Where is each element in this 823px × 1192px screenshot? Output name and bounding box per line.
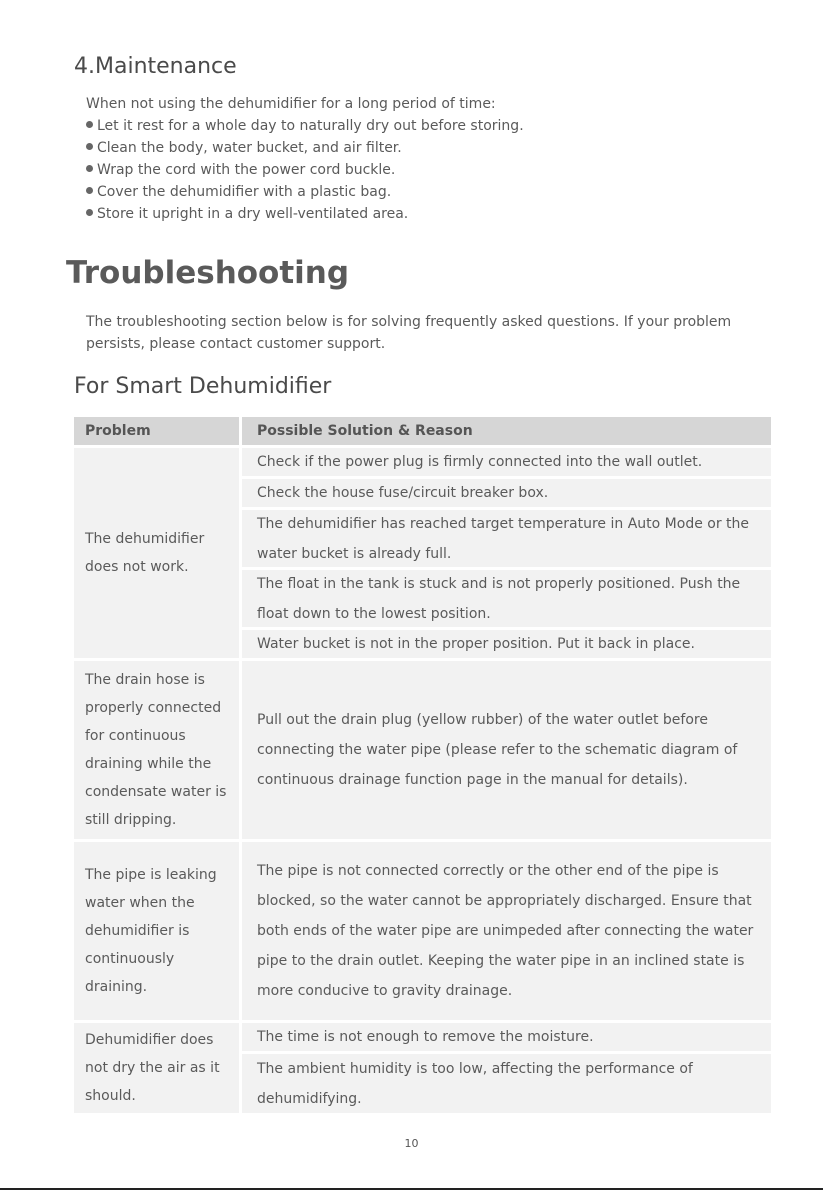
column-header-problem: Problem (74, 417, 239, 445)
column-header-solution: Possible Solution & Reason (242, 417, 771, 445)
solution-cell: Check the house fuse/circuit breaker box. (242, 479, 771, 507)
solution-cell: Check if the power plug is firmly connected into the wall outlet. (242, 448, 771, 476)
bottom-divider (0, 1188, 823, 1190)
problem-cell: The pipe is leaking water when the dehumidifier is continuously draining. (74, 842, 239, 1020)
list-item: Cover the dehumidifier with a plastic bag. (86, 181, 524, 203)
troubleshooting-heading: Troubleshooting (66, 255, 350, 291)
bullet-icon (86, 143, 93, 150)
smart-dehumidifier-heading: For Smart Dehumidifier (74, 374, 332, 399)
list-item: Let it rest for a whole day to naturally dry out before storing. (86, 115, 524, 137)
list-item: Wrap the cord with the power cord buckle. (86, 159, 524, 181)
solution-cell: Pull out the drain plug (yellow rubber) of the water outlet before connecting the water pipe (please refer to the schematic diagram of continuous drainage function page in the manual for details). (242, 661, 771, 839)
problem-cell: The drain hose is properly connected for continuous draining while the condensate water is still dripping. (74, 661, 239, 839)
bullet-icon (86, 121, 93, 128)
solution-cell: The ambient humidity is too low, affecting the performance of dehumidifying. (242, 1054, 771, 1113)
problem-cell: The dehumidifier does not work. (74, 448, 239, 658)
troubleshooting-intro: The troubleshooting section below is for solving frequently asked questions. If your problem persists, please contact customer support. (86, 314, 732, 352)
maintenance-list (86, 115, 524, 225)
solution-cell: The float in the tank is stuck and is not properly positioned. Push the float down to the lowest position. (242, 570, 771, 627)
maintenance-heading: 4.Maintenance (74, 54, 237, 79)
bullet-icon (86, 209, 93, 216)
problem-cell: Dehumidifier does not dry the air as it should. (74, 1023, 239, 1113)
list-item: Store it upright in a dry well-ventilated area. (86, 203, 524, 225)
solution-cell: Water bucket is not in the proper position. Put it back in place. (242, 630, 771, 658)
bullet-icon (86, 165, 93, 172)
solution-cell: The pipe is not connected correctly or the other end of the pipe is blocked, so the water cannot be appropriately discharged. Ensure that both ends of the water pipe are unimpeded after connecting the water pipe to the drain outlet. Keeping the water pipe in an inclined state is more conducive to gravity drainage. (242, 842, 771, 1020)
bullet-icon (86, 187, 93, 194)
maintenance-intro: When not using the dehumidifier for a long period of time: (86, 96, 496, 112)
list-item: Clean the body, water bucket, and air filter. (86, 137, 524, 159)
solution-cell: The dehumidifier has reached target temperature in Auto Mode or the water bucket is already full. (242, 510, 771, 567)
solution-cell: The time is not enough to remove the moisture. (242, 1023, 771, 1051)
page-number: 10 (404, 1137, 419, 1150)
